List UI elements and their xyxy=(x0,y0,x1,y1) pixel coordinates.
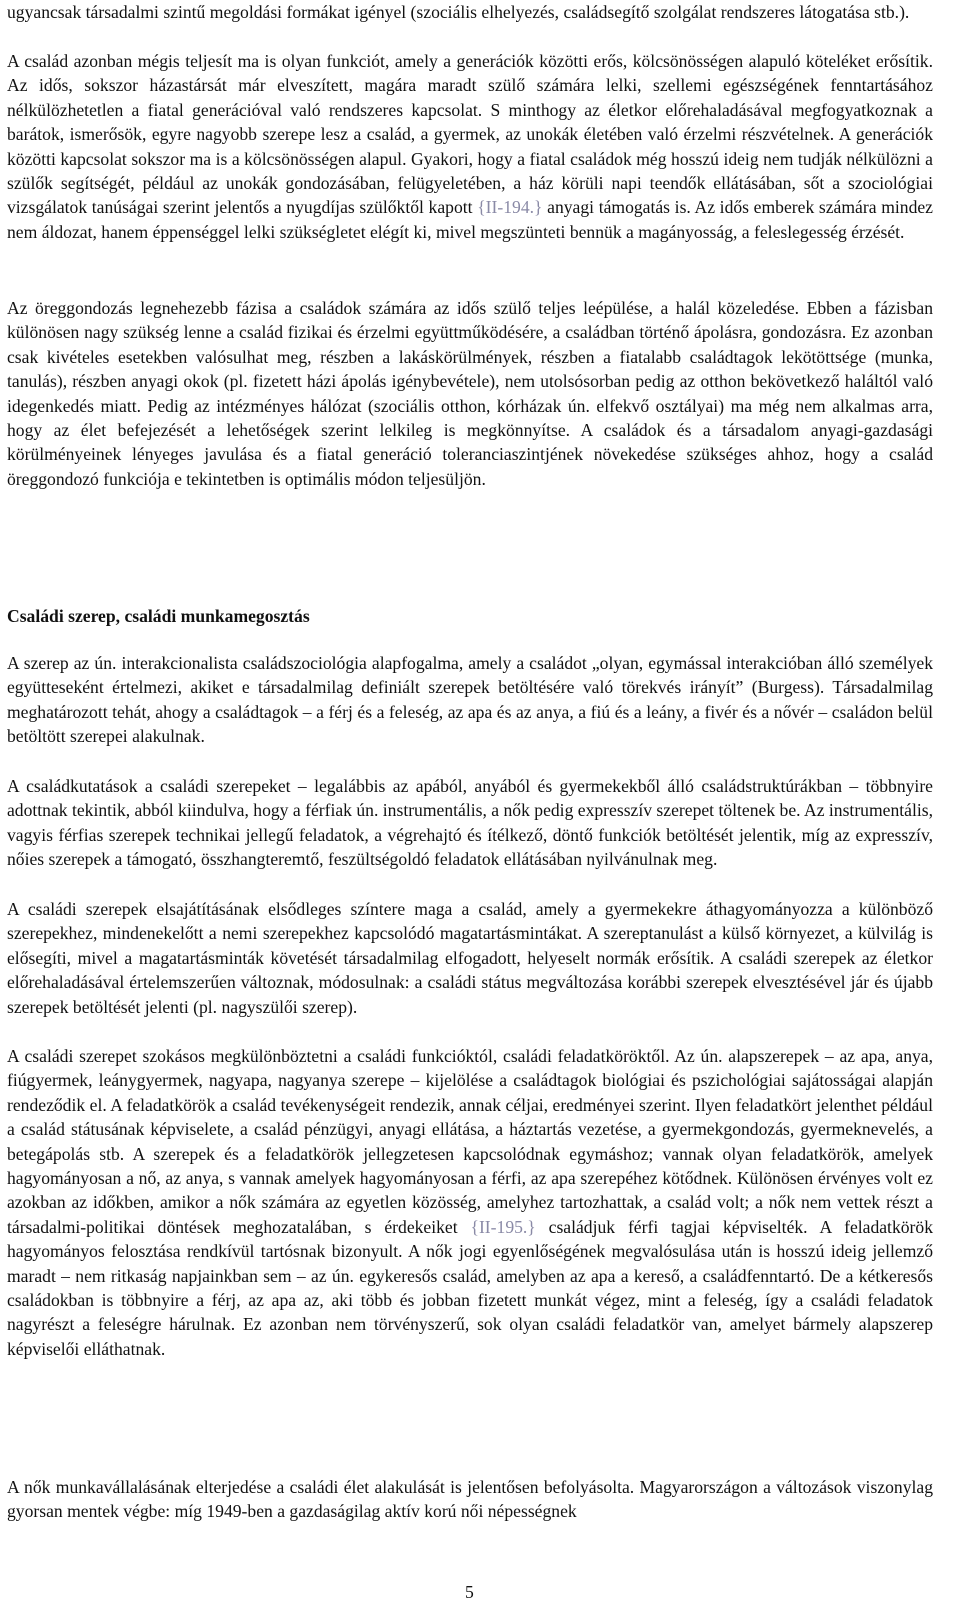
paragraph xyxy=(7,296,933,491)
paragraph-text: anyagi támogatás is. Az idős emberek számára mindez nem áldozat, hanem éppenséggel lelki szükségletet elégít ki, mivel megszünteti bennük a magányosság, a feleslegesség érzését. xyxy=(7,197,933,242)
paragraph-text: A családi szerepet szokásos megkülönböztetni a családi funkcióktól, családi feladatköröktől. Az ún. alapszerepek – az apa, anya, fiúgyermek, leánygyermek, nagyapa, nagyanya szerepe – kijelölése a családtagok biológiai és pszichológiai sajátosságai alapján rendeződik el. A feladatkörök a család tevékenységeit rendezik, annak céljai, eredményei szerint. Ilyen feladatkört jelenthet például a család státusának képviselete, a család pénzügyi, anyagi ellátása, a háztartás vezetése, a gyermekgondozás, gyermeknevelés, a betegápolás stb. A szerepek és a feladatkörök jellegzetesen kapcsolódnak egymáshoz; vannak olyan feladatkörök, amelyek hagyományosan a nő, az anya, s vannak amelyek hagyományosan a férfi, az apa szerepéhez kötődnek. Különösen érvényes volt ez azokban az időkben, amikor a nők számára az egyetlen közösség, amelyhez tartozhattak, a család volt; a nők nem vettek részt a társadalmi-politikai döntések meghozatalában, s érdekeiket xyxy=(7,1046,933,1237)
paragraph-text: ugyancsak társadalmi szintű megoldási formákat igényel (szociális elhelyezés, családsegítő szolgálat rendszeres látogatása stb.). xyxy=(7,2,910,22)
paragraph-text: családjuk férfi tagjai képviselték. A feladatkörök hagyományos felosztása rendkívül tartósnak bizonyult. A nők jogi egyenlőségének megvalósulása után is hosszú ideig jellemző maradt – nem ritkaság napjainkban sem – az ún. egykeresős család, amelyben az apa a kereső, a családfenntartó. De a kétkeresős családokban is többnyire a férj, az apa az, aki több és jobban fizetett munkát végez, mint a feleség, így a családi feladatok nagyrészt a feleségre hárulnak. Ez azonban nem törvényszerű, sok olyan családi feladatkör van, amelyet bármely alapszerep képviselői elláthatnak. xyxy=(7,1216,933,1359)
paragraph xyxy=(7,1044,933,1361)
paragraph-text: A szerep az ún. interakcionalista családszociológia alapfogalma, amely a családot „olyan, egymással interakcióban álló személyek együtteseként értelmezi, akiket e társadalmilag definiált szerepek betöltésére való törekvés irányít” (Burgess). Társadalmilag meghatározott tehát, ahogy a családtagok – a férj és a feleség, az apa és az anya, a fiú és a leány, a fivér és a nővér – családon belül betöltött szerepei alakulnak. xyxy=(7,653,933,747)
paragraph-text: A család azonban mégis teljesít ma is olyan funkciót, amely a generációk közötti erős, kölcsönösségen alapuló köteléket erősítik. Az idős, sokszor házastársát már elveszített, magára maradt szülő számára lelki, szellemi egészségének fenntartásához nélkülözhetetlen a fiatal generációval való rendszeres kapcsolat. S minthogy az életkor előrehaladásával megfogyatkoznak a barátok, ismerősök, egyre nagyobb szerepe lesz a család, a gyermek, az unokák életében való érzelmi részvételnek. A generációk közötti kapcsolat sokszor ma is a kölcsönösségen alapul. Gyakori, hogy a fiatal családok még hosszú ideig nem tudják nélkülözni a szülők segítségét, például az unokák gondozásában, felügyeletében, a ház körüli napi teendők ellátásában, sőt a szociológiai vizsgálatok tanúságai szerint jelentős a nyugdíjas szülőktől kapott xyxy=(7,51,933,218)
paragraph-text: A nők munkavállalásának elterjedése a családi élet alakulását is jelentősen befolyásolta. Magyarországon a változások viszonylag gyorsan mentek végbe: míg 1949-ben a gazdaságilag aktív korú női népességnek xyxy=(7,1477,933,1522)
paragraph xyxy=(7,651,933,749)
paragraph xyxy=(7,897,933,1019)
paragraph xyxy=(7,1475,933,1524)
page-reference: {II-194.} xyxy=(477,197,543,218)
section-heading: Családi szerep, családi munkamegosztás xyxy=(7,606,310,626)
paragraph-text: A családkutatások a családi szerepeket – legalábbis az apából, anyából és gyermekekből álló családstruktúrákban – többnyire adottnak tekintik, abból kiindulva, hogy a férfiak ún. instrumentális, a nők pedig expresszív szerepet töltenek be. Az instrumentális, vagyis férfias szerepek technikai jellegű feladatok, a végrehajtó és ítélkező, döntő funkciók betöltését jelentik, míg az expresszív, nőies szerepek a támogató, összhangteremtő, feszültségoldó feladatok ellátásában nyilvánulnak meg. xyxy=(7,776,933,870)
paragraph-text: A családi szerepek elsajátításának elsődleges színtere maga a család, amely a gyermekekre áthagyományozza a különböző szerepekhez, mindenekelőtt a nemi szerepekhez kapcsolódó magatartásmintákat. A szereptanulást a külső környezet, a külvilág is elősegíti, mivel a magatartásminták követését társadalmilag elfogadott, helyeselt normák erősítik. A családi szerepek az életkor előrehaladásával értelemszerűen változnak, módosulnak: a családi státus megváltozása korábbi szerepek elvesztésével jár és újabb szerepek betöltését jelenti (pl. nagyszülői szerep). xyxy=(7,899,933,1017)
page-number: 5 xyxy=(465,1582,474,1602)
page-reference: {II-195.} xyxy=(470,1216,536,1237)
paragraph xyxy=(7,0,933,24)
paragraph-text: Az öreggondozás legnehezebb fázisa a családok számára az idős szülő teljes leépülése, a halál közeledése. Ebben a fázisban különösen nagy szükség lenne a család fizikai és érzelmi együttműködésére, a családban történő ápolásra, gondozásra. Ez azonban csak kivételes esetekben valósulhat meg, részben a lakáskörülmények, részben a fiatalabb családtagok lekötöttsége (munka, tanulás), részben anyagi okok (pl. fizetett házi ápolás igénybevétele), nem utolsósorban pedig az otthon bekövetkező haláltól való idegenkedés miatt. Pedig az intézményes hálózat (szociális otthon, kórházak ún. elfekvő osztályai) ma még nem alkalmas arra, hogy az élet befejezését a lehetőségek szerint lelkileg is megkönnyítse. A családok és a társadalom anyagi-gazdasági körülményeinek lényeges javulása és a fiatal generáció toleranciaszintjének növekedése szükséges ahhoz, hogy a család öreggondozó funkciója e tekintetben is optimális módon teljesüljön. xyxy=(7,298,933,489)
paragraph xyxy=(7,49,933,244)
paragraph xyxy=(7,774,933,872)
